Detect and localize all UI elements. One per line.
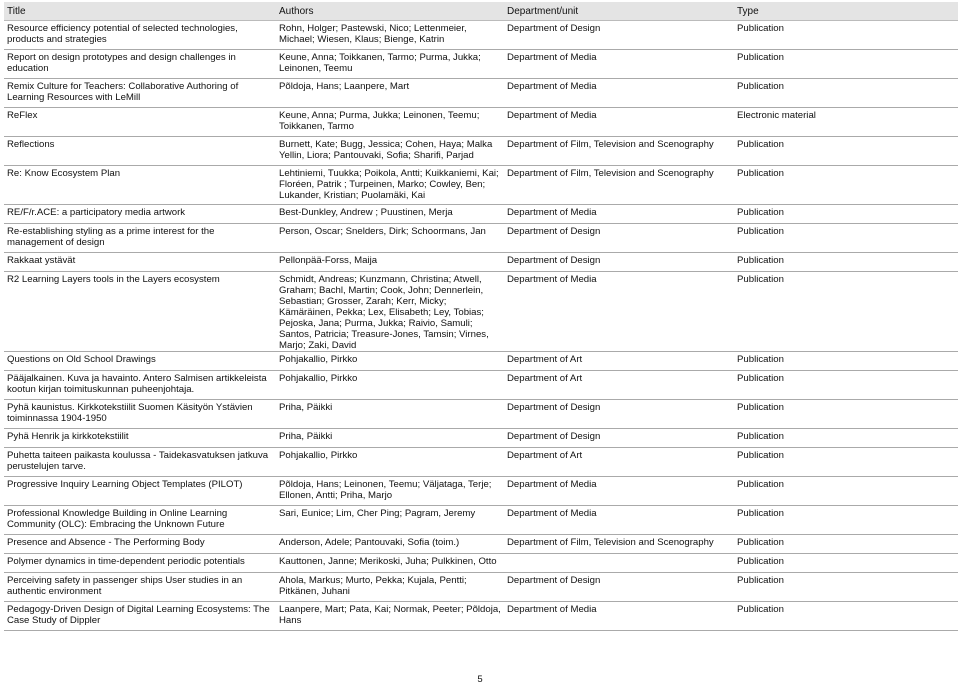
cell-authors: Pohjakallio, Pirkko <box>276 371 504 400</box>
header-title: Title <box>4 2 276 21</box>
cell-title: Pääjalkainen. Kuva ja havainto. Antero Salmisen artikkeleista kootun kirjan toimituskunnan puheenjohtaja. <box>4 371 276 400</box>
table-row <box>4 50 958 79</box>
table-row <box>4 137 958 166</box>
cell-authors: Person, Oscar; Snelders, Dirk; Schoormans, Jan <box>276 224 504 253</box>
cell-type: Publication <box>734 448 958 477</box>
cell-title: Pyhä Henrik ja kirkkotekstiilit <box>4 429 276 448</box>
cell-title: Pedagogy-Driven Design of Digital Learning Ecosystems: The Case Study of Dippler <box>4 602 276 631</box>
table-row <box>4 602 958 631</box>
header-type: Type <box>734 2 958 21</box>
cell-title: Re-establishing styling as a prime interest for the management of design <box>4 224 276 253</box>
cell-title: Resource efficiency potential of selected technologies, products and strategies <box>4 21 276 50</box>
cell-authors: Keune, Anna; Purma, Jukka; Leinonen, Teemu; Toikkanen, Tarmo <box>276 108 504 137</box>
cell-department: Department of Design <box>504 573 734 602</box>
table-row <box>4 506 958 535</box>
cell-type: Publication <box>734 400 958 429</box>
cell-authors: Lehtiniemi, Tuukka; Poikola, Antti; Kuikkaniemi, Kai; Floréen, Patrik ; Turpeinen, Marko; Cowley, Ben; Lukander, Kristian; Puolamäki, Kai <box>276 166 504 205</box>
publication-table <box>4 2 958 631</box>
cell-department <box>504 554 734 573</box>
cell-department: Department of Media <box>504 205 734 224</box>
table-row <box>4 429 958 448</box>
cell-department: Department of Media <box>504 79 734 108</box>
cell-type: Publication <box>734 573 958 602</box>
cell-type: Publication <box>734 50 958 79</box>
cell-department: Department of Design <box>504 253 734 272</box>
cell-type: Publication <box>734 272 958 352</box>
cell-authors: Burnett, Kate; Bugg, Jessica; Cohen, Haya; Malka Yellin, Liora; Pantouvaki, Sofia; Sharifi, Parjad <box>276 137 504 166</box>
table-row <box>4 400 958 429</box>
cell-type: Electronic material <box>734 108 958 137</box>
cell-department: Department of Design <box>504 21 734 50</box>
table-row <box>4 573 958 602</box>
cell-title: Rakkaat ystävät <box>4 253 276 272</box>
cell-authors: Ahola, Markus; Murto, Pekka; Kujala, Pentti; Pitkänen, Juhani <box>276 573 504 602</box>
cell-authors: Laanpere, Mart; Pata, Kai; Normak, Peeter; Põldoja, Hans <box>276 602 504 631</box>
cell-department: Department of Art <box>504 448 734 477</box>
header-department: Department/unit <box>504 2 734 21</box>
cell-department: Department of Design <box>504 400 734 429</box>
cell-type: Publication <box>734 224 958 253</box>
cell-type: Publication <box>734 205 958 224</box>
cell-type: Publication <box>734 371 958 400</box>
cell-department: Department of Design <box>504 224 734 253</box>
cell-title: Report on design prototypes and design challenges in education <box>4 50 276 79</box>
table-row <box>4 535 958 554</box>
cell-authors: Pohjakallio, Pirkko <box>276 352 504 371</box>
cell-department: Department of Media <box>504 272 734 352</box>
cell-department: Department of Film, Television and Scenography <box>504 535 734 554</box>
cell-authors: Priha, Päikki <box>276 400 504 429</box>
cell-title: Professional Knowledge Building in Online Learning Community (OLC): Embracing the Unknown Future <box>4 506 276 535</box>
cell-authors: Pellonpää-Forss, Maija <box>276 253 504 272</box>
table-row <box>4 166 958 205</box>
publication-table-container <box>4 2 958 631</box>
table-header-row <box>4 2 958 21</box>
cell-title: R2 Learning Layers tools in the Layers ecosystem <box>4 272 276 352</box>
table-row <box>4 554 958 573</box>
cell-title: Re: Know Ecosystem Plan <box>4 166 276 205</box>
cell-type: Publication <box>734 21 958 50</box>
table-row <box>4 371 958 400</box>
cell-title: RE/F/r.ACE: a participatory media artwork <box>4 205 276 224</box>
cell-title: Progressive Inquiry Learning Object Templates (PILOT) <box>4 477 276 506</box>
cell-authors: Best-Dunkley, Andrew ; Puustinen, Merja <box>276 205 504 224</box>
cell-department: Department of Art <box>504 352 734 371</box>
cell-title: Polymer dynamics in time-dependent periodic potentials <box>4 554 276 573</box>
cell-authors: Sari, Eunice; Lim, Cher Ping; Pagram, Jeremy <box>276 506 504 535</box>
cell-department: Department of Media <box>504 477 734 506</box>
cell-type: Publication <box>734 602 958 631</box>
cell-type: Publication <box>734 166 958 205</box>
cell-type: Publication <box>734 429 958 448</box>
cell-title: Pyhä kaunistus. Kirkkotekstiilit Suomen Käsityön Ystävien toiminnassa 1904-1950 <box>4 400 276 429</box>
table-row <box>4 224 958 253</box>
table-row <box>4 108 958 137</box>
cell-type: Publication <box>734 79 958 108</box>
cell-department: Department of Media <box>504 108 734 137</box>
cell-authors: Põldoja, Hans; Leinonen, Teemu; Väljataga, Terje; Ellonen, Antti; Priha, Marjo <box>276 477 504 506</box>
cell-type: Publication <box>734 535 958 554</box>
page-number: 5 <box>477 674 483 685</box>
table-row <box>4 205 958 224</box>
cell-type: Publication <box>734 477 958 506</box>
cell-title: Remix Culture for Teachers: Collaborative Authoring of Learning Resources with LeMill <box>4 79 276 108</box>
cell-department: Department of Media <box>504 602 734 631</box>
table-row <box>4 352 958 371</box>
table-row <box>4 272 958 352</box>
cell-type: Publication <box>734 253 958 272</box>
header-authors: Authors <box>276 2 504 21</box>
table-row <box>4 448 958 477</box>
cell-title: Presence and Absence - The Performing Body <box>4 535 276 554</box>
cell-department: Department of Film, Television and Scenography <box>504 166 734 205</box>
cell-title: Perceiving safety in passenger ships User studies in an authentic environment <box>4 573 276 602</box>
cell-authors: Keune, Anna; Toikkanen, Tarmo; Purma, Jukka; Leinonen, Teemu <box>276 50 504 79</box>
cell-department: Department of Design <box>504 429 734 448</box>
cell-title: Puhetta taiteen paikasta koulussa - Taidekasvatuksen jatkuva perustelujen tarve. <box>4 448 276 477</box>
cell-authors: Kauttonen, Janne; Merikoski, Juha; Pulkkinen, Otto <box>276 554 504 573</box>
cell-authors: Anderson, Adele; Pantouvaki, Sofia (toim.) <box>276 535 504 554</box>
cell-authors: Pohjakallio, Pirkko <box>276 448 504 477</box>
cell-type: Publication <box>734 554 958 573</box>
cell-department: Department of Media <box>504 50 734 79</box>
cell-type: Publication <box>734 506 958 535</box>
cell-authors: Priha, Päikki <box>276 429 504 448</box>
cell-department: Department of Film, Television and Scenography <box>504 137 734 166</box>
cell-authors: Põldoja, Hans; Laanpere, Mart <box>276 79 504 108</box>
cell-title: Questions on Old School Drawings <box>4 352 276 371</box>
table-row <box>4 21 958 50</box>
cell-type: Publication <box>734 137 958 166</box>
cell-authors: Schmidt, Andreas; Kunzmann, Christina; Atwell, Graham; Bachl, Martin; Cook, John; Dennerlein, Sebastian; Grosser, Zarah; Kerr, Micky; Kämäräinen, Pekka; Lex, Elisabeth; Ley, Tobias; Pejoska, Jana; Purma, Jukka; Raivio, Samuli; Santos, Patricia; Treasure-Jones, Tamsin; Virnes, Marjo; Zaki, David <box>276 272 504 352</box>
cell-title: ReFlex <box>4 108 276 137</box>
table-row <box>4 79 958 108</box>
cell-type: Publication <box>734 352 958 371</box>
table-row <box>4 477 958 506</box>
cell-title: Reflections <box>4 137 276 166</box>
cell-authors: Rohn, Holger; Pastewski, Nico; Lettenmeier, Michael; Wiesen, Klaus; Bienge, Katrin <box>276 21 504 50</box>
cell-department: Department of Art <box>504 371 734 400</box>
cell-department: Department of Media <box>504 506 734 535</box>
table-row <box>4 253 958 272</box>
